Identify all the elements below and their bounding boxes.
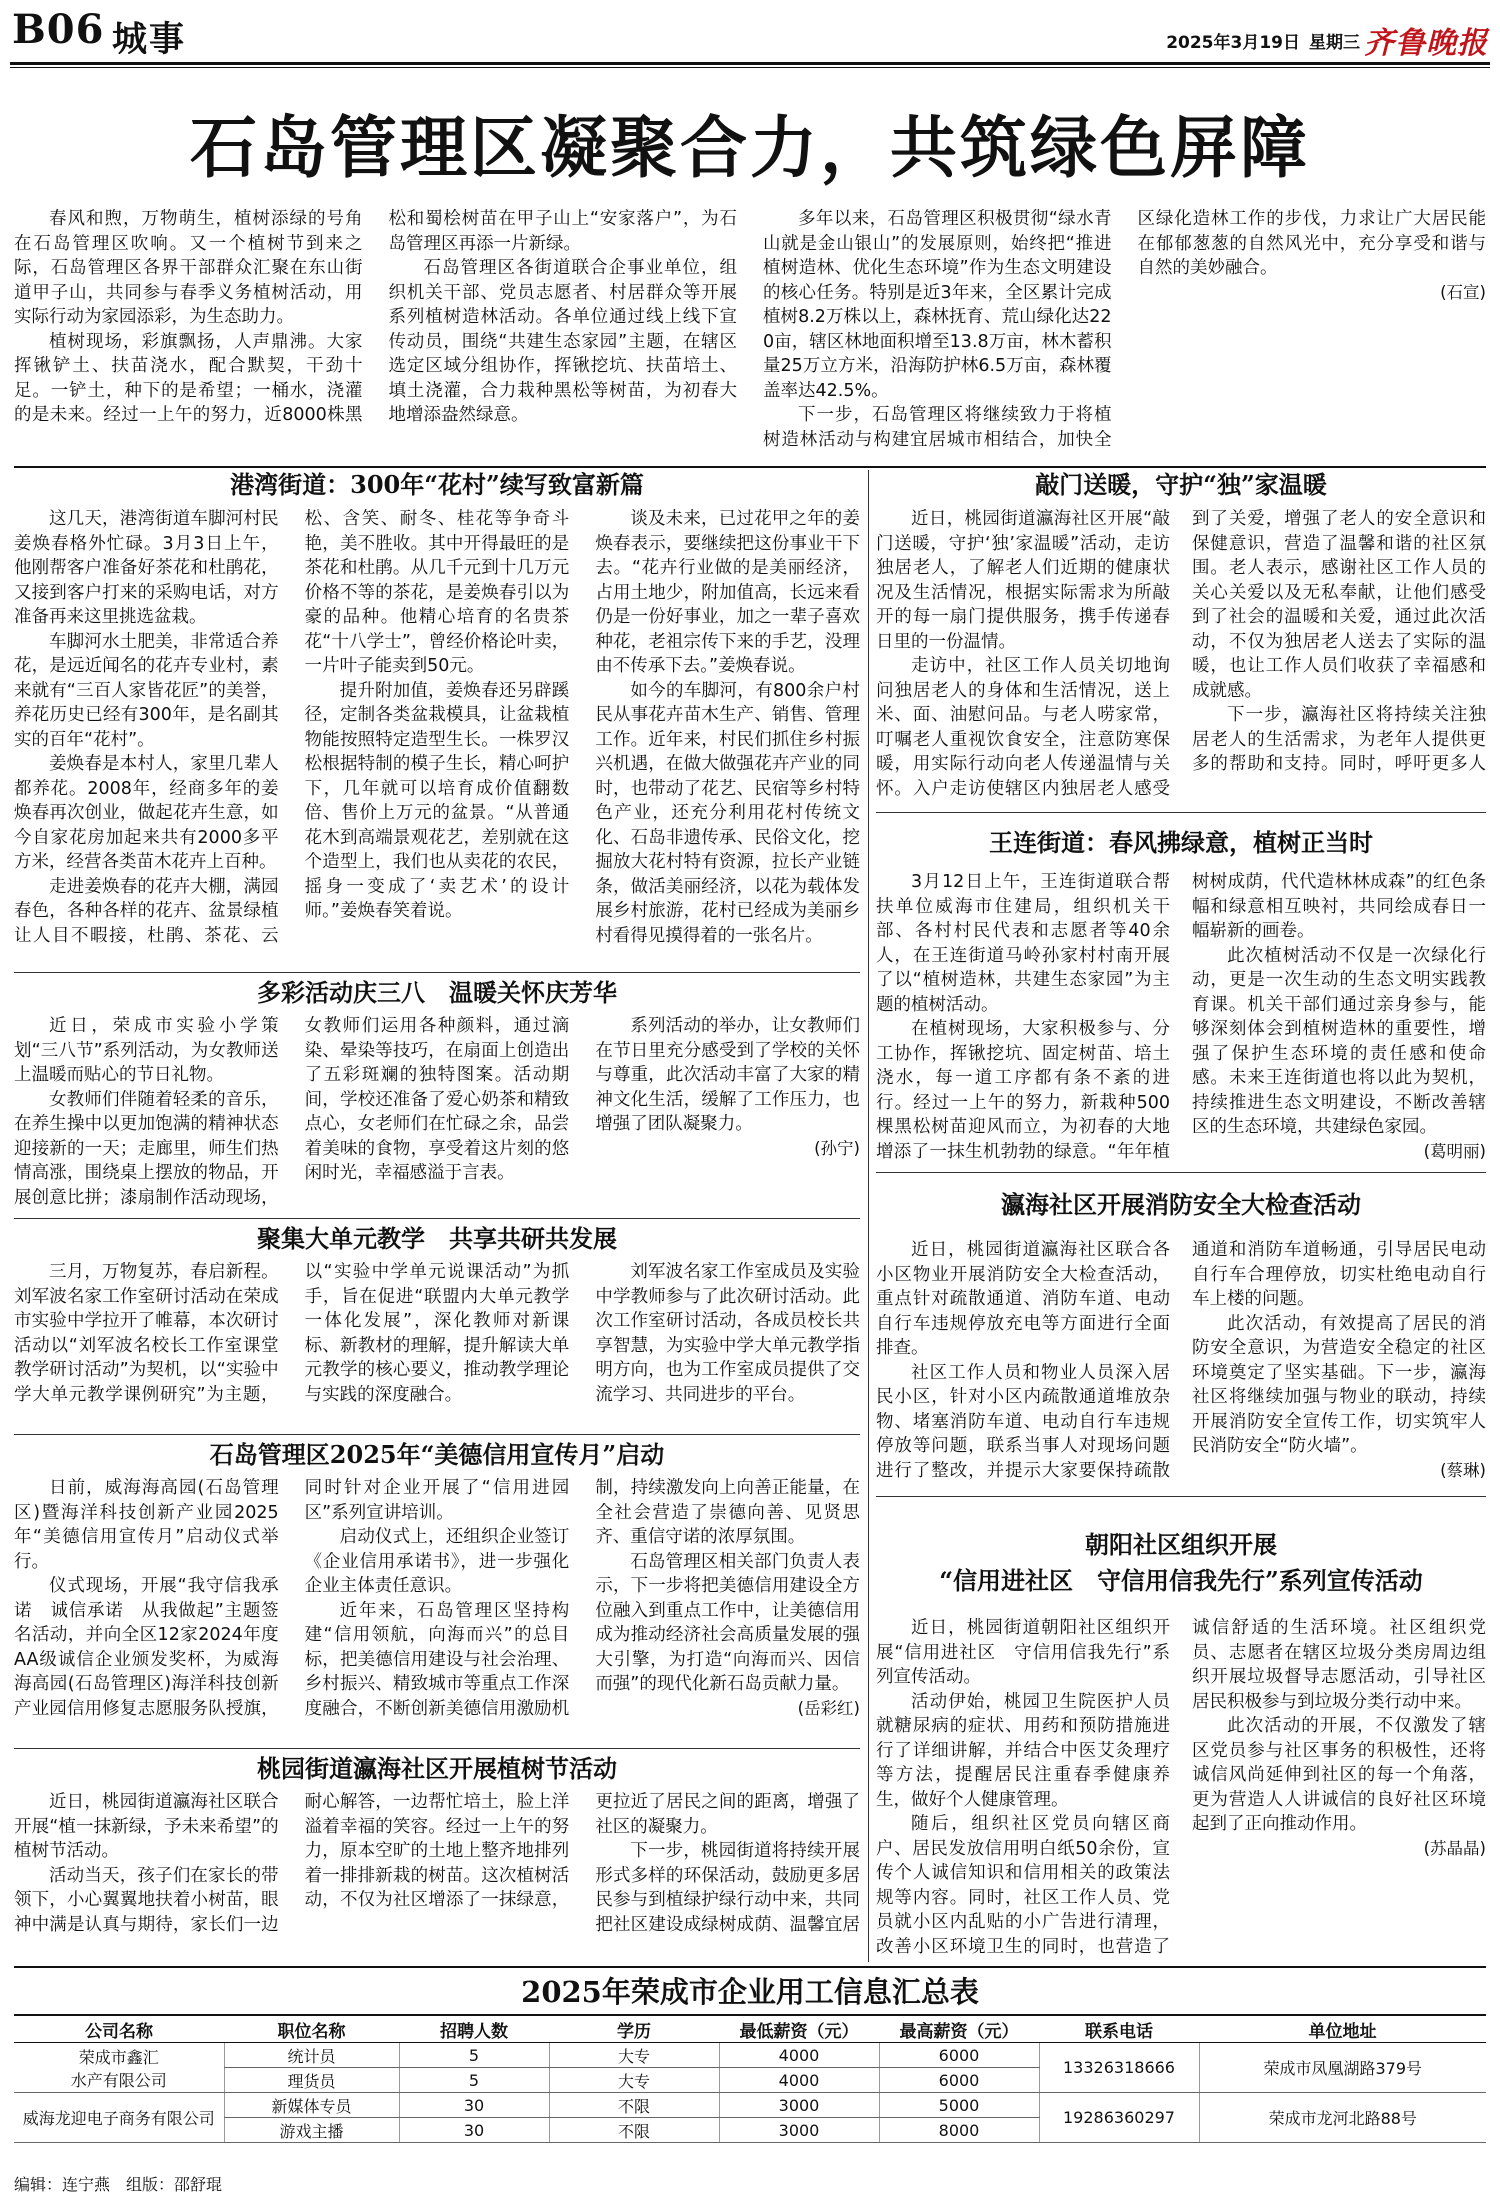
jiaoxue-para: 刘军波名家工作室成员及实验中学教师参与了此次研讨活动。此次工作室研讨活动，各成员校长共享智慧，为实验中学大单元教学指明方向，也为工作室成员提供了交流学习、共同进步的平台。 xyxy=(595,1262,860,1405)
position-edu: 不限 xyxy=(549,2093,719,2118)
position-count: 30 xyxy=(399,2118,549,2143)
divider xyxy=(14,1434,860,1435)
col-header: 公司名称 xyxy=(14,2015,224,2043)
table-row xyxy=(14,2043,1486,2068)
sanba-body xyxy=(14,1014,860,1214)
wanglian-para: 此次植树活动不仅是一次绿化行动，更是一次生动的生态文明实践教育课。机关干部们通过亲身参与，能够深刻体会到植树造林的重要性，增强了保护生态环境的责任感和使命感。未来王连街道也将以此为契机，持续推进生态文明建设，不断改善辖区的生态环境，共建绿色家园。 xyxy=(1192,945,1486,1137)
position-count: 5 xyxy=(399,2043,549,2068)
position-title: 统计员 xyxy=(224,2043,399,2068)
wanglian-byline: (葛明丽) xyxy=(1423,1141,1486,1161)
divider xyxy=(14,1748,860,1749)
xiaofang-body xyxy=(876,1238,1486,1488)
masthead-rule xyxy=(10,62,1490,65)
main-para: 植树现场，彩旗飘扬，人声鼎沸。大家挥锹铲土、扶苗浇水，配合默契，干劲十足。一铲土，种下的是希望；一桶水，浇灌的是未来。经过一上午的努力，近8000株黑松和蜀桧树苗在甲子山上“安家落户”，为石岛管理区再添一片新绿。 xyxy=(14,209,737,425)
company-name xyxy=(14,2093,224,2143)
chaoyang-para: 活动伊始，桃园卫生院医护人员就糖尿病的症状、用药和预防措施进行了详细讲解，并结合中医艾灸理疗等方法，提醒居民注重春季健康养生，做好个人健康管理。 xyxy=(876,1691,1170,1810)
main-para: 多年以来，石岛管理区积极贯彻“绿水青山就是金山银山”的发展原则，始终把“推进植树造林、优化生态环境”作为生态文明建设的核心任务。特别是近3年来，全区累计完成植树8.2万株以上，森林抚育、荒山绿化达220亩，辖区林地面积增至13.8万亩，林木蓄积量25万立方米，沿海防护林6.5万亩，森林覆盖率达42.5%。 xyxy=(763,209,1112,401)
position-max-salary: 6000 xyxy=(879,2068,1039,2093)
qiaomen-para: 下一步，瀛海社区将持续关注独居老人的生活需求，为老年人提供更多的帮助和支持。同时，呼吁更多人 xyxy=(1192,705,1486,774)
position-edu: 大专 xyxy=(549,2043,719,2068)
column-divider xyxy=(868,470,869,1962)
sanba-para: 近日，荣成市实验小学策划“三八节”系列活动，为女教师送上温暖而贴心的节日礼物。 xyxy=(14,1016,279,1085)
col-header: 最低薪资（元） xyxy=(719,2015,879,2043)
col-header: 学历 xyxy=(549,2015,719,2043)
position-title: 新媒体专员 xyxy=(224,2093,399,2118)
jobs-header-row xyxy=(14,2015,1486,2043)
main-para: 石岛管理区各街道联合企事业单位，组织机关干部、党员志愿者、村居群众等开展系列植树造林活动。各单位通过线上线下宣传动员，围绕“共建生态家园”主题，在辖区选定区域分组协作，挥锹挖坑、扶苗培土、填土浇灌，合力栽种黑松等树苗，为初春大地增添盎然绿意。 xyxy=(388,258,737,425)
col-header: 联系电话 xyxy=(1039,2015,1199,2043)
main-byline: (石宣) xyxy=(1440,282,1486,302)
editor-credit: 编辑：连宁燕 组版：邵舒琨 xyxy=(14,2175,223,2194)
gangwan-para: 走进姜焕春的花卉大棚，满园春色，各种各样的花卉、盆景绿植让人目不暇接，杜鹃、茶花、云松、含笑、耐冬、桂花等争奇斗艳，美不胜收。其中开得最旺的是茶花和杜鹃。从几千元到十几万元价格不等的茶花，是姜焕春引以为豪的品种。他精心培育的名贵茶花“十八学士”，曾经价格论叶卖，一片叶子能卖到50元。 xyxy=(14,509,570,946)
sanba-byline: (孙宁) xyxy=(814,1138,860,1158)
company-address: 荣成市龙河北路88号 xyxy=(1199,2093,1486,2143)
gangwan-para: 提升附加值，姜焕春还另辟蹊径，定制各类盆栽模具，让盆栽植物能按照特定造型生长。一株罗汉松根据特制的模子生长，精心呵护下，几年就可以培育成价值翻数倍、售价上万元的盆景。“从普通花木到高端景观花艺，差别就在这个造型上，我们也从卖花的农民，摇身一变成了‘卖艺术’的设计师。”姜焕春笑着说。 xyxy=(304,680,570,921)
issue-weekday: 星期三 xyxy=(1309,33,1360,53)
xiaofang-para: 此次活动，有效提高了居民的消防安全意识，为营造安全稳定的社区环境奠定了坚实基础。下一步，瀛海社区将继续加强与物业的联动，持续开展消防安全宣传工作，切实筑牢人民消防安全“防火墙”。 xyxy=(1192,1313,1486,1456)
section-name: 城事 xyxy=(112,19,187,60)
xiaofang-para: 社区工作人员和物业人员深入居民小区，针对小区内疏散通道堆放杂物、堵塞消防车道、电动自行车违规停放等问题，联系当事人对现场问题进行了整改，并提示大家要保持疏散通道和消防车道畅通，引导居民电动自行车合理停放，切实杜绝电动自行车上楼的问题。 xyxy=(876,1240,1486,1481)
meide-byline: (岳彩红) xyxy=(797,1698,860,1718)
divider xyxy=(14,1966,1486,1968)
gangwan-para: 姜焕春是本村人，家里几辈人都养花。2008年，经商多年的姜焕春再次创业，做起花卉生意，如今自家花房加起来共有2000多平方米，经营各类苗木花卉上百种。 xyxy=(14,754,279,872)
main-headline: 石岛管理区凝聚合力，共筑绿色屏障 xyxy=(190,108,1310,187)
jiaoxue-body xyxy=(14,1260,860,1430)
taoyuan-body xyxy=(14,1790,860,1960)
main-para: 下一步，石岛管理区将继续致力于将植树造林活动与构建宜居城市相结合，加快全区绿化造林工作的步伐，力求让广大居民能在郁郁葱葱的自然风光中，充分享受和谐与自然的美妙融合。 xyxy=(763,209,1486,450)
xiaofang-byline: (蔡琳) xyxy=(1440,1460,1486,1480)
newspaper-logo: 齐鲁晚报 xyxy=(1364,26,1488,61)
col-header: 单位地址 xyxy=(1199,2015,1486,2043)
taoyuan-para: 近日，桃园街道瀛海社区联合开展“植一抹新绿，予未来希望”的植树节活动。 xyxy=(14,1792,279,1861)
position-title: 游戏主播 xyxy=(224,2118,399,2143)
position-title: 理货员 xyxy=(224,2068,399,2093)
col-header: 招聘人数 xyxy=(399,2015,549,2043)
meide-para: 近年来，石岛管理区坚持构建“信用领航，向海而兴”的总目标，把美德信用建设与社会治理、乡村振兴、精致城市等重点工作深度融合，不断创新美德信用激励机制，持续激发向上向善正能量，在全社会营造了崇德向善、见贤思齐、重信守诺的浓厚氛围。 xyxy=(304,1478,860,1719)
masthead-rule-thin xyxy=(10,67,1490,68)
sanba-headline: 多彩活动庆三八 温暖关怀庆芳华 xyxy=(257,978,617,1007)
gangwan-headline: 港湾街道：300年“花村”续写致富新篇 xyxy=(230,470,644,499)
meide-para: 仪式现场，开展“我守信我承诺 诚信承诺 从我做起”主题签名活动，并向全区12家2024年度AA级诚信企业颁发奖杯，为威海海高园(石岛管理区)海洋科技创新产业园信用修复志愿服务队授旗，同时针对企业开展了“信用进园区”系列宣讲培训。 xyxy=(14,1478,570,1719)
qiaomen-para: 走访中，社区工作人员关切地询问独居老人的身体和生活情况，送上米、面、油慰问品。与老人唠家常，叮嘱老人重视饮食安全，注意防寒保暖，用实际行动向老人传递温情与关怀。入户走访使辖区内独居老人感受到了关爱，增强了老人的安全意识和保健意识，营造了温馨和谐的社区氛围。老人表示，感谢社区工作人员的关心关爱以及无私奉献，让他们感受到了社会的温暖和关爱，通过此次活动，不仅为独居老人送去了实际的温暖，也让工作人员们收获了幸福感和成就感。 xyxy=(876,509,1486,799)
qiaomen-headline: 敲门送暖，守护“独”家温暖 xyxy=(1035,470,1327,499)
meide-para: 启动仪式上，还组织企业签订《企业信用承诺书》，进一步强化企业主体责任意识。 xyxy=(304,1527,570,1596)
wanglian-headline: 王连街道：春风拂绿意，植树正当时 xyxy=(989,828,1373,857)
position-min-salary: 3000 xyxy=(719,2093,879,2118)
taoyuan-para: 下一步，桃园街道将持续开展形式多样的环保活动，鼓励更多居民参与到植绿护绿行动中来，共同把社区建设成绿树成荫、温馨宜居 xyxy=(595,1841,860,1935)
chaoyang-headline-1: 朝阳社区组织开展 xyxy=(1085,1530,1277,1559)
table-row xyxy=(14,2093,1486,2118)
position-max-salary: 6000 xyxy=(879,2043,1039,2068)
position-count: 5 xyxy=(399,2068,549,2093)
col-header: 最高薪资（元） xyxy=(879,2015,1039,2043)
divider xyxy=(14,972,860,973)
gangwan-para: 如今的车脚河，有800余户村民从事花卉苗木生产、销售、管理工作。近年来，村民们抓住乡村振兴机遇，在做大做强花卉产业的同时，也带动了花艺、民宿等乡村特色产业，还充分利用花村传统文化、石岛非遗传承、民俗文化，挖掘放大花村特有资源，拉长产业链条，做活美丽经济，以花为载体发展乡村旅游，花村已经成为美丽乡村看得见摸得着的一张名片。 xyxy=(595,680,860,946)
company-name xyxy=(14,2043,224,2093)
gangwan-para: 这几天，港湾街道车脚河村民姜焕春格外忙碌。3月3日上午，他刚帮客户准备好茶花和杜鹃花，又接到客户打来的采购电话，对方准备再来这里挑选盆栽。 xyxy=(14,509,279,627)
position-min-salary: 4000 xyxy=(719,2043,879,2068)
position-min-salary: 3000 xyxy=(719,2118,879,2143)
qiaomen-para: 近日，桃园街道瀛海社区开展“敲门送暖，守护‘独’家温暖”活动，走访独居老人，了解老人们近期的健康状况及生活情况，根据实际需求为所敲开的每一扇门提供服务，携手传递春日里的一份温情。 xyxy=(876,509,1170,652)
divider xyxy=(876,812,1486,813)
position-edu: 大专 xyxy=(549,2068,719,2093)
position-count: 30 xyxy=(399,2093,549,2118)
position-min-salary: 4000 xyxy=(719,2068,879,2093)
jobs-table-title: 2025年荣成市企业用工信息汇总表 xyxy=(521,1975,979,2009)
company-name-line: 荣成市鑫汇 xyxy=(78,2047,159,2067)
company-name-line: 水产有限公司 xyxy=(70,2070,167,2090)
position-edu: 不限 xyxy=(549,2118,719,2143)
company-address: 荣成市凤凰湖路379号 xyxy=(1199,2043,1486,2093)
qiaomen-body xyxy=(876,507,1486,807)
wanglian-para: 在植树现场，大家积极参与、分工协作，挥锹挖坑、固定树苗、培土浇水，每一道工序都有条不紊的进行。经过一上午的努力，新栽种500棵黑松树苗迎风而立，为初春的大地增添了一抹生机勃勃的绿意。“年年植树树成荫，代代造林林成森”的红色条幅和绿意相互映衬，共同绘成春日一幅崭新的画卷。 xyxy=(876,872,1486,1162)
jiaoxue-para: 三月，万物复苏，春启新程。刘军波名家工作室研讨活动在荣成市实验中学拉开了帷幕，本次研讨活动以“刘军波名校长工作室课堂教学研讨活动”为契机，以“实验中学大单元教学课例研究”为主题，以“实验中学单元说课活动”为抓手，旨在促进“联盟内大单元教学一体化发展”，深化教师对新课标、新教材的理解，提升解读大单元教学的核心要义，推动教学理论与实践的深度融合。 xyxy=(14,1262,570,1405)
gangwan-para: 谈及未来，已过花甲之年的姜焕春表示，要继续把这份事业干下去。“花卉行业做的是美丽经济，占用土地少，附加值高，长远来看仍是一份好事业，加之一辈子喜欢种花，老祖宗传下来的手艺，没理由不传承下去。”姜焕春说。 xyxy=(595,509,860,676)
company-phone: 13326318666 xyxy=(1039,2043,1199,2093)
gangwan-body xyxy=(14,507,860,967)
divider xyxy=(14,466,1486,468)
chaoyang-para: 近日，桃园街道朝阳社区组织开展“信用进社区 守信用信我先行”系列宣传活动。 xyxy=(876,1618,1170,1687)
wanglian-body xyxy=(876,870,1486,1166)
taoyuan-headline: 桃园街道瀛海社区开展植树节活动 xyxy=(257,1754,617,1783)
sanba-para: 女教师们伴随着轻柔的音乐，在养生操中以更加饱满的精神状态迎接新的一天；走廊里，师生们热情高涨，围绕桌上摆放的物品，开展创意比拼；漆扇制作活动现场，女教师们运用各种颜料，通过滴染、晕染等技巧，在扇面上创造出了五彩斑斓的独特图案。活动期间，学校还准备了爱心奶茶和精致点心，女老师们在忙碌之余，品尝着美味的食物，享受着这片刻的悠闲时光，幸福感溢于言表。 xyxy=(14,1016,570,1208)
position-max-salary: 8000 xyxy=(879,2118,1039,2143)
chaoyang-para: 随后，组织社区党员向辖区商户、居民发放信用明白纸50余份，宣传个人诚信知识和信用相关的政策法规等内容。同时，社区工作人员、党员就小区内乱贴的小广告进行清理，改善小区环境卫生的同时，也营造了诚信舒适的生活环境。社区组织党员、志愿者在辖区垃圾分类房周边组织开展垃圾督导志愿活动，引导社区居民积极参与到垃圾分类行动中来。 xyxy=(876,1618,1486,1957)
meide-para: 石岛管理区相关部门负责人表示，下一步将把美德信用建设全方位融入到重点工作中，让美德信用成为推动经济社会高质量发展的强大引擎，为打造“向海而兴、因信而强”的现代化新石岛贡献力量。 xyxy=(595,1551,860,1694)
col-header: 职位名称 xyxy=(224,2015,399,2043)
divider xyxy=(876,1172,1486,1173)
gangwan-para: 车脚河水土肥美，非常适合养花，是远近闻名的花卉专业村，素来就有“三百人家皆花匠”的美誉，养花历史已经有300年，是名副其实的百年“花村”。 xyxy=(14,631,279,750)
issue-date: 2025年3月19日 xyxy=(1166,33,1300,53)
chaoyang-headline-2: “信用进社区 守信用信我先行”系列宣传活动 xyxy=(939,1566,1423,1595)
divider xyxy=(14,1218,860,1219)
chaoyang-body xyxy=(876,1616,1486,1962)
position-max-salary: 5000 xyxy=(879,2093,1039,2118)
chaoyang-byline: (苏晶晶) xyxy=(1423,1838,1486,1858)
company-name-line: 威海龙迎电子商务有限公司 xyxy=(22,2109,215,2128)
meide-body xyxy=(14,1476,860,1744)
divider xyxy=(876,1496,1486,1497)
meide-headline: 石岛管理区2025年“美德信用宣传月”启动 xyxy=(209,1440,665,1469)
taoyuan-para: 活动当天，孩子们在家长的带领下，小心翼翼地扶着小树苗，眼神中满是认真与期待，家长们一边耐心解答，一边帮忙培土，脸上洋溢着幸福的笑容。经过一上午的努力，原本空旷的土地上整齐地排列着一排排新栽的树苗。这次植树活动，不仅为社区增添了一抹绿意，更拉近了居民之间的距离，增强了社区的凝聚力。 xyxy=(14,1792,860,1935)
sanba-para: 系列活动的举办，让女教师们在节日里充分感受到了学校的关怀与尊重，此次活动丰富了大家的精神文化生活，缓解了工作压力，也增强了团队凝聚力。 xyxy=(595,1016,860,1134)
chaoyang-para: 此次活动的开展，不仅激发了辖区党员参与社区事务的积极性，还将诚信风尚延伸到社区的每一个角落，更为营造人人讲诚信的良好社区环境起到了正向推动作用。 xyxy=(1192,1716,1486,1834)
xiaofang-headline: 瀛海社区开展消防安全大检查活动 xyxy=(1001,1190,1361,1219)
main-article-body xyxy=(14,207,1486,461)
xiaofang-para: 近日，桃园街道瀛海社区联合各小区物业开展消防安全大检查活动，重点针对疏散通道、消防车道、电动自行车违规停放充电等方面进行全面排查。 xyxy=(876,1240,1170,1358)
wanglian-para: 3月12日上午，王连街道联合帮扶单位威海市住建局，组织机关干部、各村村民代表和志愿者等40余人，在王连街道马岭孙家村村南开展了以“植树造林，共建生态家园”为主题的植树活动。 xyxy=(876,872,1170,1015)
jobs-table xyxy=(14,2014,1486,2143)
jiaoxue-headline: 聚集大单元教学 共享共研共发展 xyxy=(257,1224,617,1253)
company-phone: 19286360297 xyxy=(1039,2093,1199,2143)
page-number: B06 xyxy=(12,6,105,53)
main-para: 春风和煦，万物萌生，植树添绿的号角在石岛管理区吹响。又一个植树节到来之际，石岛管理区各界干部群众汇聚在东山街道甲子山，共同参与春季义务植树活动，用实际行动为家园添彩，为生态助力。 xyxy=(14,209,363,327)
meide-para: 日前，威海海高园(石岛管理区)暨海洋科技创新产业园2025年“美德信用宣传月”启动仪式举行。 xyxy=(14,1478,279,1572)
